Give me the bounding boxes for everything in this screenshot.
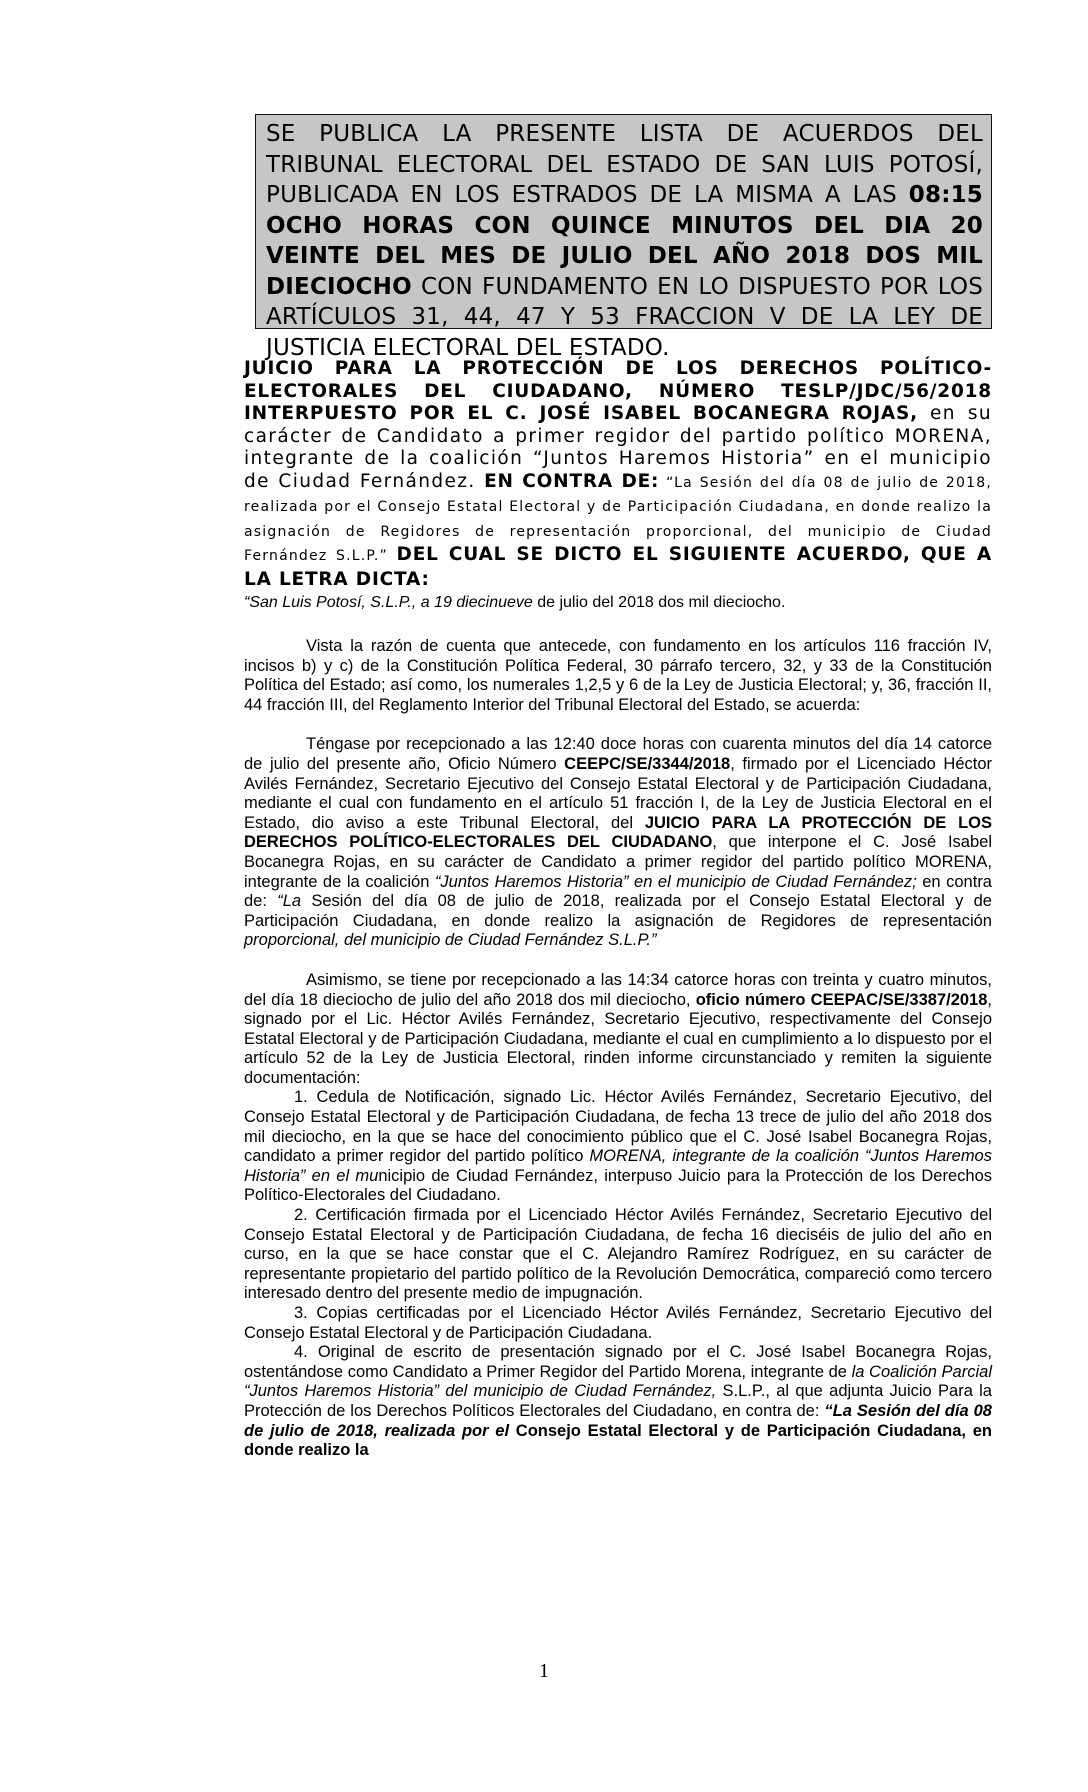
- item1-text: 1. Cedula de Notificación, signado Lic. Héctor Avilés Fernández, Secretario Ejecutivo, del Consejo Estatal Electoral y de Participación Ciudadana, de fecha 13 trece de julio del año 2018 dos mil dieciocho, en la que se hace del conocimiento público que el C. José Isabel Bocanegra Rojas, candidato a primer regidor del partido político: [244, 1088, 992, 1166]
- case-heading: [244, 357, 992, 614]
- list-item-2: 2. Certificación firmada por el Licenciado Héctor Avilés Fernández, Secretario Ejecutivo del Consejo Estatal Electoral y de Participación Ciudadana, de fecha 16 dieciséis de julio del año en curso, en la que se hace constar que el C. Alejandro Ramírez Rodríguez, en su carácter de representante propietario del partido político de la Revolución Democrática, compareció como tercero interesado dentro del presente medio de impugnación.: [244, 1206, 992, 1303]
- item1-italic: MORENA, integrante de la coalición “Juntos Haremos Historia” en el mu: [244, 1147, 992, 1185]
- p2-text: , firmado por el Licenciado Héctor Avilés Fernández, Secretario Ejecutivo del Consejo Estatal Electoral y de Participación Ciudadana, mediante el cual con fundamento en el artículo 51 fracción I, de la Ley de Justicia Electoral en el Estado, dio aviso a este Tribunal Electoral, del: [244, 754, 993, 832]
- p2-office-number: CEEPC/SE/3344/2018: [564, 754, 731, 773]
- p2-text: Sesión del día 08 de julio de 2018, realizada por el Consejo Estatal Electoral y de Participación Ciudadana, en donde realizo la asignación de Regidores de representación: [244, 892, 992, 930]
- case-title: JUICIO PARA LA PROTECCIÓN DE LOS DERECHOS POLÍTICO-ELECTORALES DEL CIUDADANO, NÚMERO TESLP/JDC/56/2018 INTERPUESTO POR EL C. JOSÉ ISABEL BOCANEGRA ROJAS,: [244, 358, 992, 424]
- notice-text-start: SE PUBLICA LA PRESENTE LISTA DE ACUERDOS DEL TRIBUNAL ELECTORAL DEL ESTADO DE SAN LUIS POTOSÍ, PUBLICADA EN LOS ESTRADOS DE LA MISMA A LAS: [266, 121, 983, 208]
- p2-text: en contra de:: [244, 872, 992, 911]
- agreement-date-italic: “San Luis Potosí, S.L.P., a 19 diecinueve: [244, 594, 533, 611]
- publication-notice: [255, 114, 992, 361]
- notice-text-end: CON FUNDAMENTO EN LO DISPUESTO POR LOS ARTÍCULOS 31, 44, 47 Y 53 FRACCION V DE LA LEY DE JUSTICIA ELECTORAL DEL ESTADO.: [266, 273, 983, 361]
- p3-text: , signado por el Lic. Héctor Avilés Fernández, Secretario Ejecutivo, respectivamente del Consejo Estatal Electoral y de Participación Ciudadana, mediante el cual en cumplimiento a lo dispuesto por el artículo 52 de la Ley de Justicia Electoral, rinden informe circunstanciado y remiten la siguiente documentación:: [244, 990, 992, 1087]
- list-item-3: 3. Copias certificadas por el Licenciado Héctor Avilés Fernández, Secretario Ejecutivo del Consejo Estatal Electoral y de Participación Ciudadana.: [244, 1304, 992, 1342]
- notice-date-bold: 08:15 OCHO HORAS CON QUINCE MINUTOS DEL DIA 20 VEINTE DEL MES DE JULIO DEL AÑO 2018 DOS MIL DIECIOCHO: [266, 182, 983, 300]
- p2-text: Téngase por recepcionado a las 12:40 doce horas con cuarenta minutos del día 14 catorce de julio del presente año, Oficio Número: [244, 735, 992, 773]
- item4-quote: “La Sesión del día 08 de julio de 2018, realizada por el: [244, 1401, 992, 1440]
- p3-office-number: oficio número CEEPAC/SE/3387/2018: [695, 990, 988, 1009]
- document-body: [244, 637, 992, 1461]
- item4-text: 4. Original de escrito de presentación signado por el C. José Isabel Bocanegra Rojas, ostentándose como Candidato a Primer Regidor del Partido Morena, integrante de: [244, 1343, 992, 1381]
- item4-italic: la Coalición Parcial “Juntos Haremos Historia” del municipio de Ciudad Fernández,: [244, 1362, 992, 1401]
- p2-text: , que interpone el C. José Isabel Bocanegra Rojas, en su carácter de Candidato a primer regidor del partido político MORENA, integrante de la coalición: [244, 833, 992, 891]
- item4-quote-rest: Consejo Estatal Electoral y de Participación Ciudadana, en donde realizo la: [244, 1421, 992, 1460]
- p3-text: Asimismo, se tiene por recepcionado a las 14:34 catorce horas con treinta y cuatro minutos, del día 18 dieciocho de julio del año 2018 dos mil dieciocho,: [244, 970, 992, 1009]
- p2-coalition: “Juntos Haremos Historia” en el municipio de Ciudad Fernández;: [434, 872, 917, 891]
- against-label: EN CONTRA DE:: [484, 470, 660, 492]
- list-item-1: [244, 1088, 992, 1206]
- p2-quote-close: proporcional, del municipio de Ciudad Fernández S.L.P.”: [244, 931, 657, 950]
- list-item-4: [244, 1343, 992, 1461]
- p2-trial-name: JUICIO PARA LA PROTECCIÓN DE LOS DERECHOS POLÍTICO-ELECTORALES DEL CIUDADANO: [244, 813, 992, 852]
- paragraph-legal-basis: Vista la razón de cuenta que antecede, con fundamento en los artículos 116 fracción IV, incisos b) y c) de la Constitución Política Federal, 30 párrafo tercero, 32, y 33 de la Constitución Política del Estado; así como, los numerales 1,2,5 y 6 de la Ley de Justicia Electoral; y, 36, fracción II, 44 fracción III, del Reglamento Interior del Tribunal Electoral del Estado, se acuerda:: [244, 637, 992, 714]
- candidate-description: en su carácter de Candidato a primer regidor del partido político MORENA, integrante de la coalición “Juntos Haremos Historia” en el municipio de Ciudad Fernández.: [244, 403, 992, 492]
- paragraph-second-receipt: [244, 971, 992, 1089]
- p2-quote-open: “La: [277, 892, 302, 911]
- item4-text: S.L.P., al que adjunta Juicio Para la Protección de los Derechos Políticos Electorales del Ciudadano, en contra de:: [244, 1382, 992, 1420]
- agreement-date-rest: de julio del 2018 dos mil dieciocho.: [532, 594, 786, 611]
- against-text: “La Sesión del día 08 de julio de 2018, realizada por el Consejo Estatal Electoral y de Participación Ciudadana, en donde realizo la asignación de Regidores de representación proporcional, del municipio de Ciudad Fernández S.L.P.”: [244, 474, 992, 564]
- paragraph-first-receipt: [244, 735, 992, 951]
- item1-text: nicipio de Ciudad Fernández, interpuso Juicio para la Protección de los Derechos Político-Electorales del Ciudadano.: [244, 1166, 993, 1205]
- page-number: 1: [539, 1660, 549, 1682]
- agreement-label: DEL CUAL SE DICTO EL SIGUIENTE ACUERDO, QUE A LA LETRA DICTA:: [244, 544, 992, 590]
